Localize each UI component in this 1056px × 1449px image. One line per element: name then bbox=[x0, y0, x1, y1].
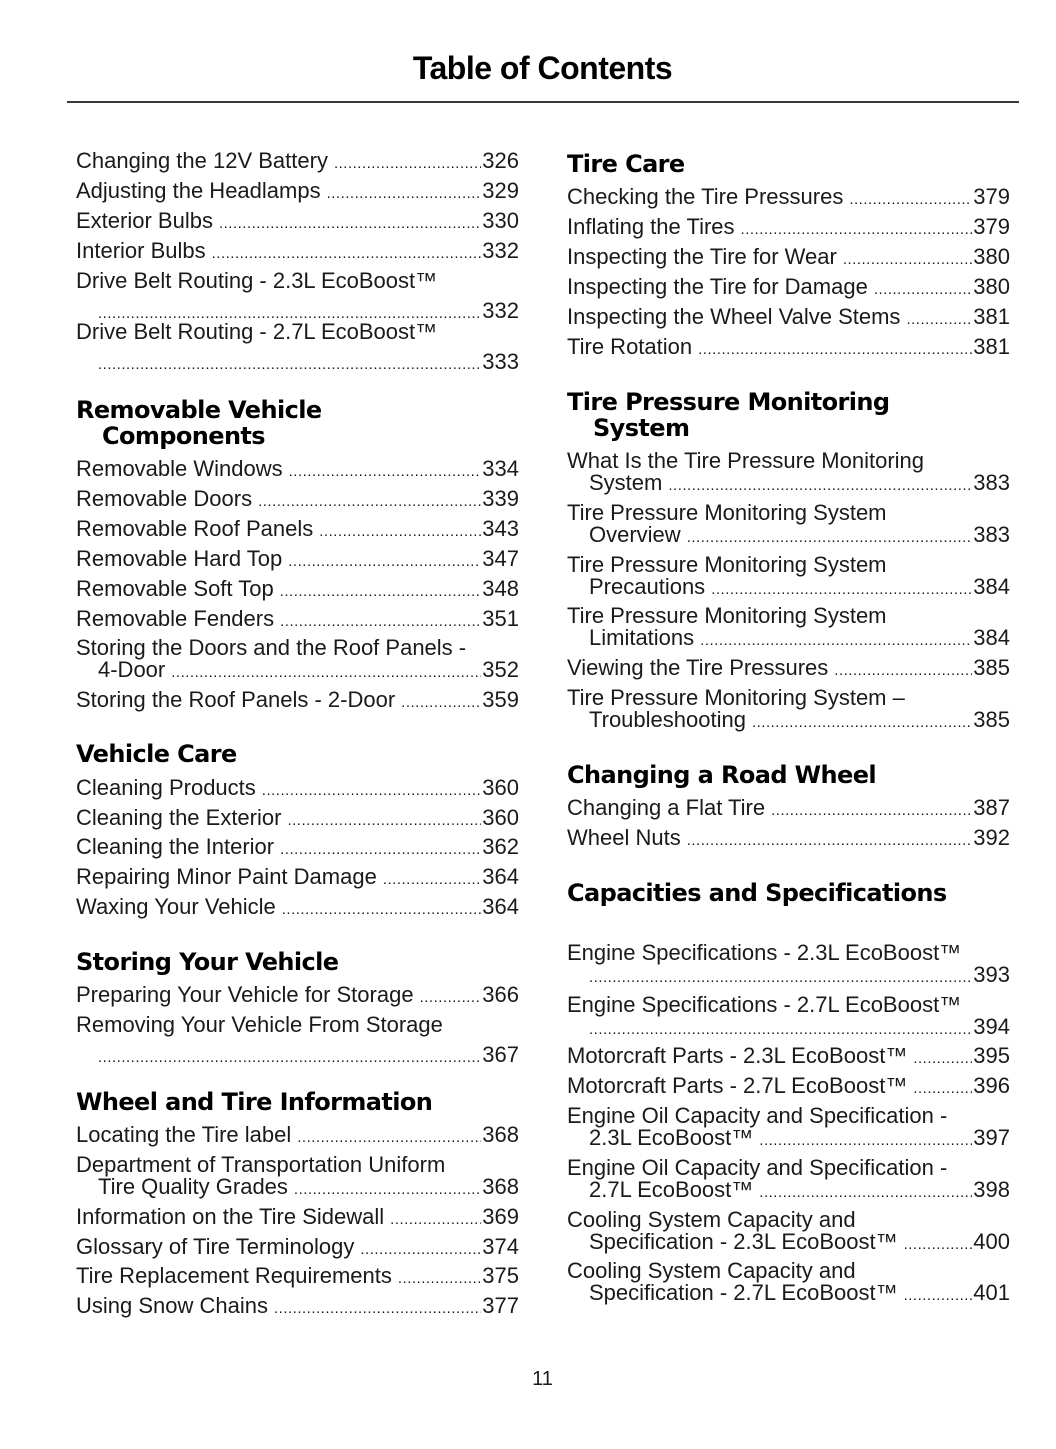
dot-leader bbox=[294, 1179, 481, 1201]
dot-leader bbox=[759, 1130, 972, 1152]
dot-leader bbox=[906, 309, 972, 331]
toc-entry[interactable] bbox=[567, 797, 1010, 819]
entry-label: Waxing Your Vehicle bbox=[76, 894, 276, 919]
entry-label: Cleaning the Interior bbox=[76, 834, 275, 859]
entry-label: Removing Your Vehicle From Storage bbox=[76, 1012, 443, 1037]
entry-label: Removable Fenders bbox=[76, 606, 275, 631]
toc-entry[interactable] bbox=[76, 896, 519, 918]
section-heading-text: System bbox=[593, 414, 690, 442]
dot-leader bbox=[913, 1048, 972, 1070]
entry-page: 381 bbox=[973, 304, 1010, 329]
dot-leader bbox=[698, 339, 972, 361]
entry-label: Tire Pressure Monitoring System bbox=[567, 603, 887, 628]
toc-entry[interactable] bbox=[567, 687, 1010, 731]
toc-entry[interactable] bbox=[567, 942, 1010, 986]
section-heading-text: Vehicle Care bbox=[76, 740, 237, 768]
entry-page: 396 bbox=[973, 1073, 1010, 1098]
dot-leader bbox=[334, 153, 481, 175]
dot-leader bbox=[843, 249, 972, 271]
entry-label: Drive Belt Routing - 2.7L EcoBoost™ bbox=[76, 319, 438, 344]
page-number: 11 bbox=[532, 1368, 553, 1390]
section-heading-text: Components bbox=[102, 422, 265, 450]
toc-entry[interactable] bbox=[76, 180, 519, 202]
entry-label-continued: Specification - 2.3L EcoBoost™ bbox=[589, 1229, 898, 1254]
toc-entry[interactable] bbox=[567, 306, 1010, 328]
entry-page: 351 bbox=[482, 606, 519, 631]
dot-leader bbox=[913, 1078, 972, 1100]
entry-label-continued: 2.3L EcoBoost™ bbox=[589, 1125, 754, 1150]
entry-label: Cooling System Capacity and bbox=[567, 1258, 856, 1283]
entry-label: Storing the Doors and the Roof Panels - bbox=[76, 635, 467, 660]
entry-page: 368 bbox=[482, 1122, 519, 1147]
entry-label-continued: 2.7L EcoBoost™ bbox=[589, 1177, 754, 1202]
entry-label: Removable Windows bbox=[76, 456, 283, 481]
toc-entry[interactable] bbox=[76, 1265, 519, 1287]
dot-leader bbox=[687, 830, 973, 852]
dot-leader bbox=[834, 660, 972, 682]
entry-page: 401 bbox=[973, 1280, 1010, 1305]
section-heading-wheel-and-tire-information bbox=[76, 1089, 519, 1115]
dot-leader bbox=[700, 630, 972, 652]
entry-label: Inspecting the Tire for Damage bbox=[567, 274, 868, 299]
entry-label: Drive Belt Routing - 2.3L EcoBoost™ bbox=[76, 268, 438, 293]
dot-leader bbox=[589, 1019, 972, 1041]
section-heading-text: Tire Pressure Monitoring bbox=[567, 388, 890, 416]
entry-page: 387 bbox=[973, 795, 1010, 820]
toc-entry[interactable] bbox=[76, 1124, 519, 1146]
entry-label: Cleaning the Exterior bbox=[76, 805, 282, 830]
section-heading-tire-care bbox=[567, 151, 1010, 177]
dot-leader bbox=[280, 581, 482, 603]
entry-label: Exterior Bulbs bbox=[76, 208, 213, 233]
dot-leader bbox=[98, 354, 481, 376]
dot-leader bbox=[171, 662, 481, 684]
entry-label: Inflating the Tires bbox=[567, 214, 735, 239]
entry-page: 385 bbox=[973, 707, 1010, 732]
toc-entry[interactable] bbox=[567, 1105, 1010, 1149]
entry-page: 380 bbox=[973, 244, 1010, 269]
toc-entry[interactable] bbox=[76, 777, 519, 799]
entry-page: 332 bbox=[482, 298, 519, 323]
entry-label-continued: System bbox=[589, 470, 663, 495]
toc-entry[interactable] bbox=[76, 866, 519, 888]
entry-page: 360 bbox=[482, 805, 519, 830]
section-heading-vehicle-care bbox=[76, 741, 519, 767]
dot-leader bbox=[262, 780, 482, 802]
entry-page: 364 bbox=[482, 894, 519, 919]
entry-page: 385 bbox=[973, 655, 1010, 680]
toc-entry[interactable] bbox=[76, 1014, 519, 1066]
entry-label-continued: Specification - 2.7L EcoBoost™ bbox=[589, 1280, 898, 1305]
entry-page: 332 bbox=[482, 238, 519, 263]
entry-page: 395 bbox=[973, 1043, 1010, 1068]
entry-label: Locating the Tire label bbox=[76, 1122, 292, 1147]
entry-label: Tire Pressure Monitoring System bbox=[567, 552, 887, 577]
entry-label: Using Snow Chains bbox=[76, 1293, 268, 1318]
entry-page: 329 bbox=[482, 178, 519, 203]
entry-label: Wheel Nuts bbox=[567, 825, 681, 850]
toc-entry[interactable] bbox=[76, 984, 519, 1006]
entry-page: 379 bbox=[973, 184, 1010, 209]
entry-page: 379 bbox=[973, 214, 1010, 239]
page-title: Table of Contents bbox=[412, 50, 673, 86]
toc-entry[interactable] bbox=[76, 488, 519, 510]
dot-leader bbox=[420, 987, 482, 1009]
section-heading-storing-your-vehicle bbox=[76, 949, 519, 975]
entry-label-continued: Overview bbox=[589, 522, 681, 547]
dot-leader bbox=[360, 1239, 481, 1261]
toc-entry[interactable] bbox=[76, 637, 519, 681]
entry-page: 360 bbox=[482, 775, 519, 800]
entry-label: Removable Doors bbox=[76, 486, 253, 511]
dot-leader bbox=[874, 279, 972, 301]
entry-label-continued: Tire Quality Grades bbox=[98, 1174, 288, 1199]
entry-page: 392 bbox=[973, 825, 1010, 850]
entry-label: Preparing Your Vehicle for Storage bbox=[76, 982, 414, 1007]
dot-leader bbox=[219, 213, 481, 235]
section-heading-text: Changing a Road Wheel bbox=[567, 761, 876, 789]
entry-page: 384 bbox=[973, 574, 1010, 599]
entry-label: Storing the Roof Panels - 2-Door bbox=[76, 687, 396, 712]
entry-page: 375 bbox=[482, 1263, 519, 1288]
toc-entry[interactable] bbox=[567, 1075, 1010, 1097]
toc-entry[interactable] bbox=[76, 458, 519, 480]
entry-page: 397 bbox=[973, 1125, 1010, 1150]
entry-label: Engine Oil Capacity and Specification - bbox=[567, 1155, 948, 1180]
entry-label: Changing the 12V Battery bbox=[76, 148, 328, 173]
entry-label: Tire Rotation bbox=[567, 334, 693, 359]
entry-label: Repairing Minor Paint Damage bbox=[76, 864, 377, 889]
dot-leader bbox=[319, 521, 481, 543]
dot-leader bbox=[687, 527, 973, 549]
dot-leader bbox=[752, 712, 972, 734]
section-heading-capacities-and-specifications bbox=[567, 880, 1010, 906]
dot-leader bbox=[327, 183, 482, 205]
entry-label: Tire Pressure Monitoring System – bbox=[567, 685, 905, 710]
dot-leader bbox=[849, 189, 972, 211]
entry-page: 359 bbox=[482, 687, 519, 712]
entry-page: 383 bbox=[973, 470, 1010, 495]
entry-page: 326 bbox=[482, 148, 519, 173]
toc-entry[interactable] bbox=[567, 1209, 1010, 1253]
toc-entry[interactable] bbox=[76, 1206, 519, 1228]
toc-entry[interactable] bbox=[567, 657, 1010, 679]
dot-leader bbox=[711, 579, 972, 601]
toc-entry[interactable] bbox=[76, 1154, 519, 1198]
entry-label: Checking the Tire Pressures bbox=[567, 184, 844, 209]
entry-page: 367 bbox=[482, 1042, 519, 1067]
entry-page: 333 bbox=[482, 349, 519, 374]
entry-page: 366 bbox=[482, 982, 519, 1007]
entry-page: 339 bbox=[482, 486, 519, 511]
dot-leader bbox=[282, 899, 482, 921]
toc-entry[interactable] bbox=[567, 502, 1010, 546]
dot-leader bbox=[390, 1209, 481, 1231]
entry-label: Inspecting the Wheel Valve Stems bbox=[567, 304, 901, 329]
entry-label: Department of Transportation Uniform bbox=[76, 1152, 446, 1177]
entry-page: 343 bbox=[482, 516, 519, 541]
toc-entry[interactable] bbox=[567, 186, 1010, 208]
toc-entry[interactable] bbox=[76, 210, 519, 232]
toc-entry[interactable] bbox=[76, 240, 519, 262]
toc-entry[interactable] bbox=[567, 450, 1010, 494]
entry-page: 383 bbox=[973, 522, 1010, 547]
toc-entry[interactable] bbox=[567, 336, 1010, 358]
toc-entry[interactable] bbox=[567, 276, 1010, 298]
dot-leader bbox=[280, 839, 481, 861]
toc-entry[interactable] bbox=[567, 994, 1010, 1038]
entry-page: 364 bbox=[482, 864, 519, 889]
dot-leader bbox=[274, 1298, 481, 1320]
entry-page: 381 bbox=[973, 334, 1010, 359]
entry-page: 380 bbox=[973, 274, 1010, 299]
dot-leader bbox=[297, 1127, 481, 1149]
entry-label-continued: Limitations bbox=[589, 625, 695, 650]
entry-label-continued: Troubleshooting bbox=[589, 707, 746, 732]
dot-leader bbox=[759, 1182, 972, 1204]
toc-entry[interactable] bbox=[76, 608, 519, 630]
entry-label: Engine Specifications - 2.7L EcoBoost™ bbox=[567, 992, 962, 1017]
entry-page: 334 bbox=[482, 456, 519, 481]
entry-page: 362 bbox=[482, 834, 519, 859]
dot-leader bbox=[383, 869, 481, 891]
entry-label: Removable Roof Panels bbox=[76, 516, 314, 541]
entry-page: 384 bbox=[973, 625, 1010, 650]
entry-page: 368 bbox=[482, 1174, 519, 1199]
section-heading-text: Removable Vehicle bbox=[76, 396, 322, 424]
entry-page: 394 bbox=[973, 1014, 1010, 1039]
entry-label: Information on the Tire Sidewall bbox=[76, 1204, 385, 1229]
section-heading-text: Capacities and Specifications bbox=[567, 879, 947, 907]
entry-label: Cooling System Capacity and bbox=[567, 1207, 856, 1232]
section-heading-text: Tire Care bbox=[567, 150, 685, 178]
toc-entry[interactable] bbox=[567, 246, 1010, 268]
entry-page: 393 bbox=[973, 962, 1010, 987]
toc-entry[interactable] bbox=[567, 827, 1010, 849]
entry-label-continued: 4-Door bbox=[98, 657, 166, 682]
toc-entry[interactable] bbox=[567, 1157, 1010, 1201]
entry-label: Interior Bulbs bbox=[76, 238, 206, 263]
toc-entry[interactable] bbox=[76, 836, 519, 858]
entry-page: 347 bbox=[482, 546, 519, 571]
dot-leader bbox=[904, 1234, 973, 1256]
entry-label: Motorcraft Parts - 2.7L EcoBoost™ bbox=[567, 1073, 908, 1098]
dot-leader bbox=[398, 1268, 481, 1290]
toc-entry[interactable] bbox=[567, 1045, 1010, 1067]
entry-page: 377 bbox=[482, 1293, 519, 1318]
entry-label-continued: Precautions bbox=[589, 574, 706, 599]
toc-entry[interactable] bbox=[567, 1260, 1010, 1304]
dot-leader bbox=[589, 967, 972, 989]
entry-label: Tire Replacement Requirements bbox=[76, 1263, 392, 1288]
toc-entry[interactable] bbox=[567, 605, 1010, 649]
toc-entry[interactable] bbox=[76, 321, 519, 373]
toc-entry[interactable] bbox=[76, 518, 519, 540]
dot-leader bbox=[258, 491, 481, 513]
entry-label: Cleaning Products bbox=[76, 775, 256, 800]
dot-leader bbox=[668, 475, 972, 497]
entry-page: 352 bbox=[482, 657, 519, 682]
entry-label: Glossary of Tire Terminology bbox=[76, 1234, 355, 1259]
entry-label: What Is the Tire Pressure Monitoring bbox=[567, 448, 925, 473]
entry-label: Removable Soft Top bbox=[76, 576, 274, 601]
entry-label: Removable Hard Top bbox=[76, 546, 283, 571]
dot-leader bbox=[771, 800, 972, 822]
entry-label: Changing a Flat Tire bbox=[567, 795, 766, 820]
section-heading-text: Storing Your Vehicle bbox=[76, 948, 339, 976]
toc-entry[interactable] bbox=[76, 1236, 519, 1258]
entry-label: Inspecting the Tire for Wear bbox=[567, 244, 837, 269]
toc-entry[interactable] bbox=[76, 150, 519, 172]
toc-entry[interactable] bbox=[76, 578, 519, 600]
dot-leader bbox=[741, 219, 973, 241]
toc-entry[interactable] bbox=[567, 554, 1010, 598]
entry-page: 369 bbox=[482, 1204, 519, 1229]
dot-leader bbox=[280, 611, 481, 633]
entry-label: Engine Oil Capacity and Specification - bbox=[567, 1103, 948, 1128]
entry-page: 374 bbox=[482, 1234, 519, 1259]
dot-leader bbox=[288, 551, 481, 573]
dot-leader bbox=[212, 243, 482, 265]
section-heading-text: Wheel and Tire Information bbox=[76, 1088, 433, 1116]
entry-page: 348 bbox=[482, 576, 519, 601]
toc-entry[interactable] bbox=[76, 1295, 519, 1317]
title-divider bbox=[67, 101, 1019, 103]
entry-label: Adjusting the Headlamps bbox=[76, 178, 321, 203]
entry-label: Tire Pressure Monitoring System bbox=[567, 500, 887, 525]
entry-page: 400 bbox=[973, 1229, 1010, 1254]
toc-entry[interactable] bbox=[76, 548, 519, 570]
entry-label: Motorcraft Parts - 2.3L EcoBoost™ bbox=[567, 1043, 908, 1068]
section-heading-changing-a-road-wheel bbox=[567, 762, 1010, 788]
dot-leader bbox=[289, 461, 482, 483]
toc-entry[interactable] bbox=[567, 216, 1010, 238]
entry-page: 398 bbox=[973, 1177, 1010, 1202]
toc-entry[interactable] bbox=[76, 807, 519, 829]
toc-entry[interactable] bbox=[76, 689, 519, 711]
entry-page: 330 bbox=[482, 208, 519, 233]
section-heading-removable-vehicle-components bbox=[76, 397, 519, 449]
entry-label: Viewing the Tire Pressures bbox=[567, 655, 829, 680]
entry-label: Engine Specifications - 2.3L EcoBoost™ bbox=[567, 940, 962, 965]
dot-leader bbox=[98, 1047, 481, 1069]
section-heading-tire-pressure-monitoring-system bbox=[567, 389, 1010, 441]
dot-leader bbox=[904, 1285, 973, 1307]
dot-leader bbox=[287, 810, 481, 832]
toc-entry[interactable] bbox=[76, 270, 519, 322]
dot-leader bbox=[401, 692, 481, 714]
